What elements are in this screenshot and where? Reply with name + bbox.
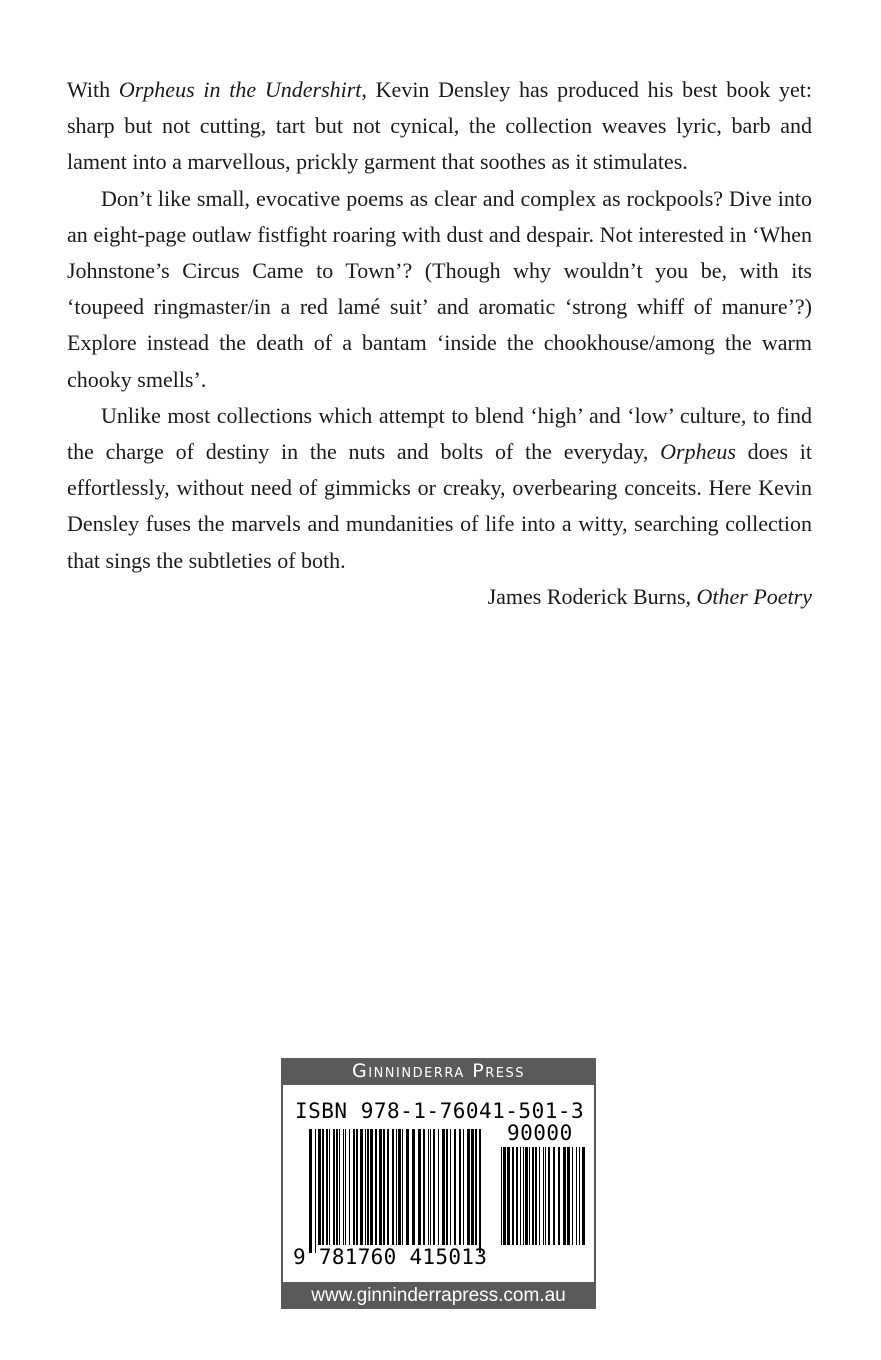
barcode-bar (503, 1147, 506, 1245)
barcode-bar (471, 1129, 474, 1245)
barcode-bar (507, 1147, 510, 1245)
barcode-bar (501, 1147, 502, 1245)
p1-body: , Kevin Densley has produced his best book yet: sharp but not cutting, tart but not cynical, the collection weaves lyric, barb and lament into a marvellous, prickly garment that soothes as it stimulates. (67, 77, 813, 175)
p3-body: does it effortlessly, without need of gimmicks or creaky, overbearing conceits. Here Kevin Densley fuses the marvels and mundanities of life into a witty, searching collection that sings the subtleties of both. (67, 439, 812, 573)
barcode-bar (532, 1147, 534, 1245)
barcode-bar (582, 1147, 585, 1245)
publisher-url: www.ginninderrapress.com.au (281, 1282, 596, 1309)
barcode-area (281, 1085, 596, 1282)
isbn-number: ISBN 978-1-76041-501-3 (295, 1099, 585, 1123)
barcode-bar (450, 1129, 451, 1245)
barcode-bar (553, 1147, 555, 1245)
barcode-bar (329, 1129, 330, 1245)
barcode-bar (529, 1147, 530, 1245)
barcode-bar (326, 1129, 328, 1245)
barcode-bar (418, 1129, 421, 1245)
barcode-bar (442, 1129, 445, 1245)
barcode-bar (525, 1147, 528, 1245)
publisher-name: Ginninderra Press (281, 1058, 596, 1085)
reviewer-name: James Roderick Burns, (487, 583, 697, 609)
barcode-bar (535, 1147, 537, 1245)
book-title: Orpheus in the Undershirt (118, 77, 362, 102)
barcode-bar (567, 1147, 570, 1245)
barcode-bar (539, 1147, 540, 1245)
addon-barcode (501, 1147, 585, 1245)
barcode-bar (345, 1129, 346, 1245)
barcode-bar (383, 1129, 385, 1245)
barcode-bar (356, 1129, 358, 1245)
barcode-bar (463, 1129, 464, 1245)
barcode-bar (576, 1147, 577, 1245)
barcode-bar (545, 1147, 546, 1245)
barcode-bar (365, 1129, 366, 1245)
barcode-bar (412, 1129, 415, 1245)
barcode-bar (398, 1129, 401, 1245)
review-source: Other Poetry (696, 583, 812, 609)
barcode-bar (309, 1129, 312, 1253)
barcode-bar (353, 1129, 355, 1245)
barcode-bar (392, 1129, 394, 1245)
barcode-bar (379, 1129, 382, 1245)
barcode-bar (520, 1147, 521, 1245)
p3-lead: Unlike most collections which attempt to blend ‘high’ and ‘low’ culture, to find the charge of destiny in the nuts and bolts of the everyday, (67, 402, 812, 465)
barcode-bar (349, 1129, 350, 1245)
barcode-bar (479, 1129, 481, 1253)
barcode-bar (387, 1129, 389, 1245)
barcode-bar (454, 1129, 456, 1245)
p1-lead: With (67, 77, 119, 102)
barcode-bar (459, 1129, 461, 1245)
barcode-bar (339, 1129, 340, 1245)
barcode-bar (572, 1147, 573, 1245)
review-blurb (67, 72, 812, 615)
barcode-bar (333, 1129, 335, 1245)
barcode-bar (360, 1129, 363, 1245)
barcode-bar (402, 1129, 403, 1245)
price-code: 90000 (507, 1121, 573, 1145)
barcode-bar (367, 1129, 369, 1245)
barcode-bar (430, 1129, 431, 1245)
barcode-bar (558, 1147, 560, 1245)
barcode-bar (423, 1129, 425, 1245)
barcode-bar (375, 1129, 377, 1245)
main-barcode (309, 1129, 481, 1253)
barcode-bar (370, 1129, 373, 1245)
barcode-bar (406, 1129, 409, 1245)
barcode-bar (343, 1129, 344, 1245)
barcode-bar (512, 1147, 514, 1245)
barcode-bar (548, 1147, 550, 1245)
review-paragraph-2: Don’t like small, evocative poems as clear and complex as rockpools? Dive into an eight-page outlaw fistfight roaring with dust and despair. Not interested in ‘When Johnstone’s Circus Came to Town’? (Though why wouldn’t you be, with its ‘toupeed ringmaster/in a red lamé suit’ and aromatic ‘strong whiff of manure’?) Explore instead the death of a bantam ‘inside the chookhouse/among the warm chooky smells’. (67, 185, 812, 392)
barcode-bar (433, 1129, 435, 1245)
barcode-bar (467, 1129, 470, 1245)
barcode-bar (516, 1147, 518, 1245)
barcode-bar (315, 1129, 316, 1253)
barcode-bar (428, 1129, 429, 1245)
barcode-bar (579, 1147, 580, 1245)
barcode-bar (543, 1147, 544, 1245)
barcode-bar (475, 1129, 477, 1245)
barcode-digits: 9 781760 415013 (293, 1245, 488, 1269)
barcode-bar (438, 1129, 439, 1245)
barcode-bar (336, 1129, 338, 1245)
review-paragraph-1 (67, 72, 812, 181)
barcode-bar (563, 1147, 566, 1245)
barcode-bar (523, 1147, 524, 1245)
barcode-bar (396, 1129, 397, 1245)
barcode-bar (318, 1129, 321, 1245)
review-paragraph-3 (67, 398, 812, 579)
barcode-bar (322, 1129, 324, 1245)
book-title-short: Orpheus (660, 439, 736, 465)
review-attribution (67, 579, 812, 615)
isbn-barcode-block (281, 1058, 596, 1309)
barcode-bar (446, 1129, 448, 1245)
